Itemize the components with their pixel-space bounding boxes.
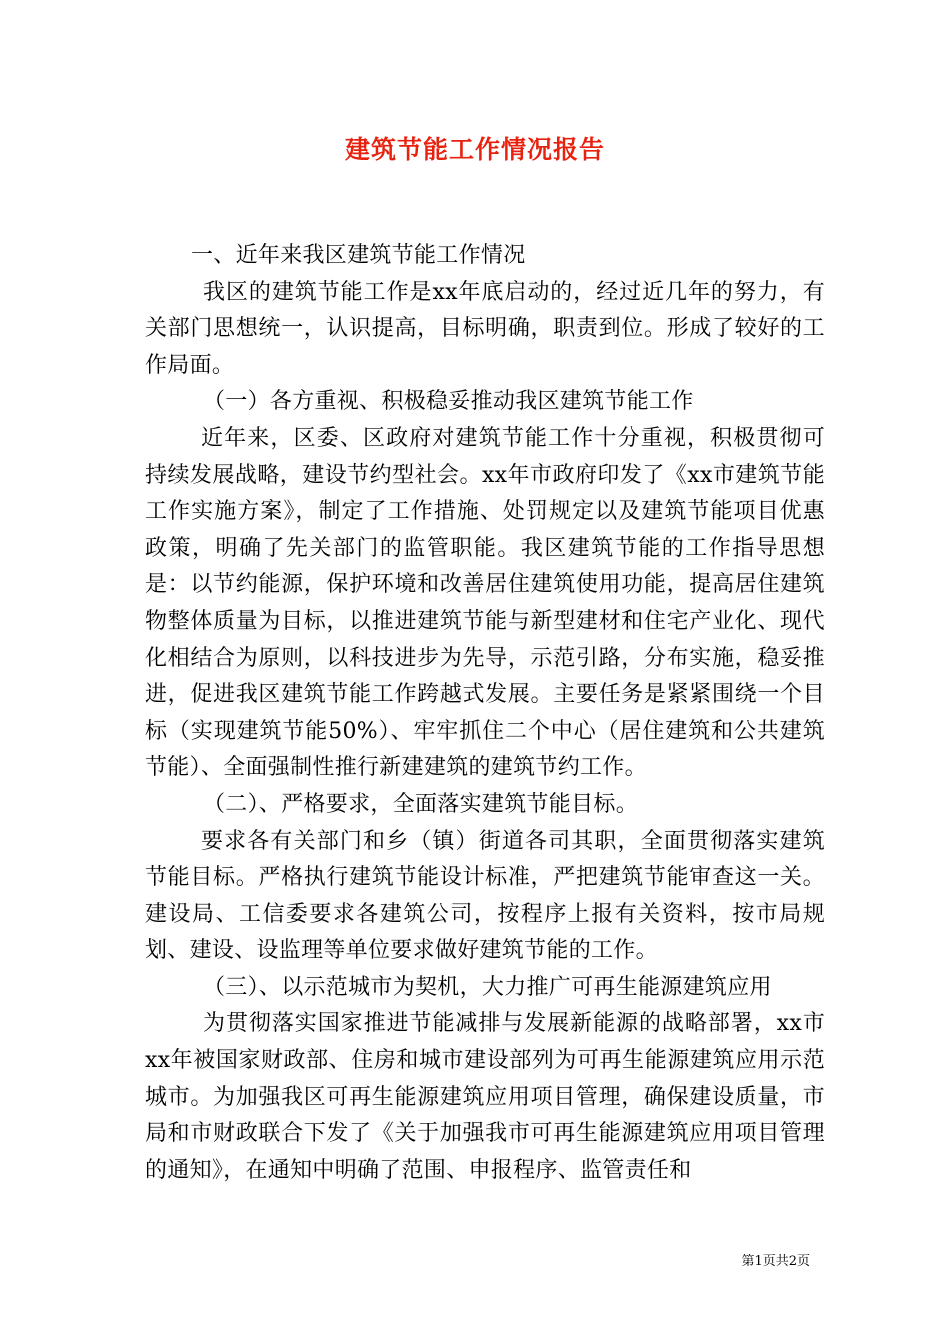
document-body (145, 238, 825, 1189)
section-heading: 一、近年来我区建筑节能工作情况 (191, 243, 526, 268)
subsection-heading: （一）各方重视、积极稳妥推动我区建筑节能工作 (203, 389, 694, 415)
body-paragraph: 近年来，区委、区政府对建筑节能工作十分重视，积极贯彻可持续发展战略，建设节约型社会。xx年市政府印发了《xx市建筑节能工作实施方案》，制定了工作措施、处罚规定以及建筑节能项目优惠政策，明确了先关部门的监管职能。我区建筑节能的工作指导思想是：以节约能源，保护环境和改善居住建筑使用功能，提高居住建筑物整体质量为目标，以推进建筑节能与新型建材和住宅产业化、现代化相结合为原则，以科技进步为先导，示范引路，分布实施，稳妥推进，促进我区建筑节能工作跨越式发展。主要任务是紧紧围绕一个目标（实现建筑节能50%）、牢牢抓住二个中心（居住建筑和公共建筑节能）、全面强制性推行新建建筑的建筑节约工作。 (145, 425, 825, 781)
subsection-heading: （三）、以示范城市为契机，大力推广可再生能源建筑应用 (203, 974, 772, 1000)
body-paragraph: 我区的建筑节能工作是xx年底启动的，经过近几年的努力，有关部门思想统一，认识提高，目标明确，职责到位。形成了较好的工作局面。 (145, 279, 825, 378)
body-paragraph: 要求各有关部门和乡（镇）街道各司其职，全面贯彻落实建筑节能目标。严格执行建筑节能设计标准，严把建筑节能审查这一关。建设局、工信委要求各建筑公司，按程序上报有关资料，按市局规划、建设、设监理等单位要求做好建筑节能的工作。 (145, 828, 825, 964)
document-title: 建筑节能工作情况报告 (344, 135, 605, 164)
subsection-heading: （二）、严格要求，全面落实建筑节能目标。 (203, 791, 639, 817)
page-number: 第1页共2页 (741, 1254, 810, 1269)
body-paragraph: 为贯彻落实国家推进节能减排与发展新能源的战略部署，xx市xx年被国家财政部、住房和城市建设部列为可再生能源建筑应用示范城市。为加强我区可再生能源建筑应用项目管理，确保建设质量，市局和市财政联合下发了《关于加强我市可再生能源建筑应用项目管理的通知》，在通知中明确了范围、申报程序、监管责任和 (145, 1011, 825, 1183)
